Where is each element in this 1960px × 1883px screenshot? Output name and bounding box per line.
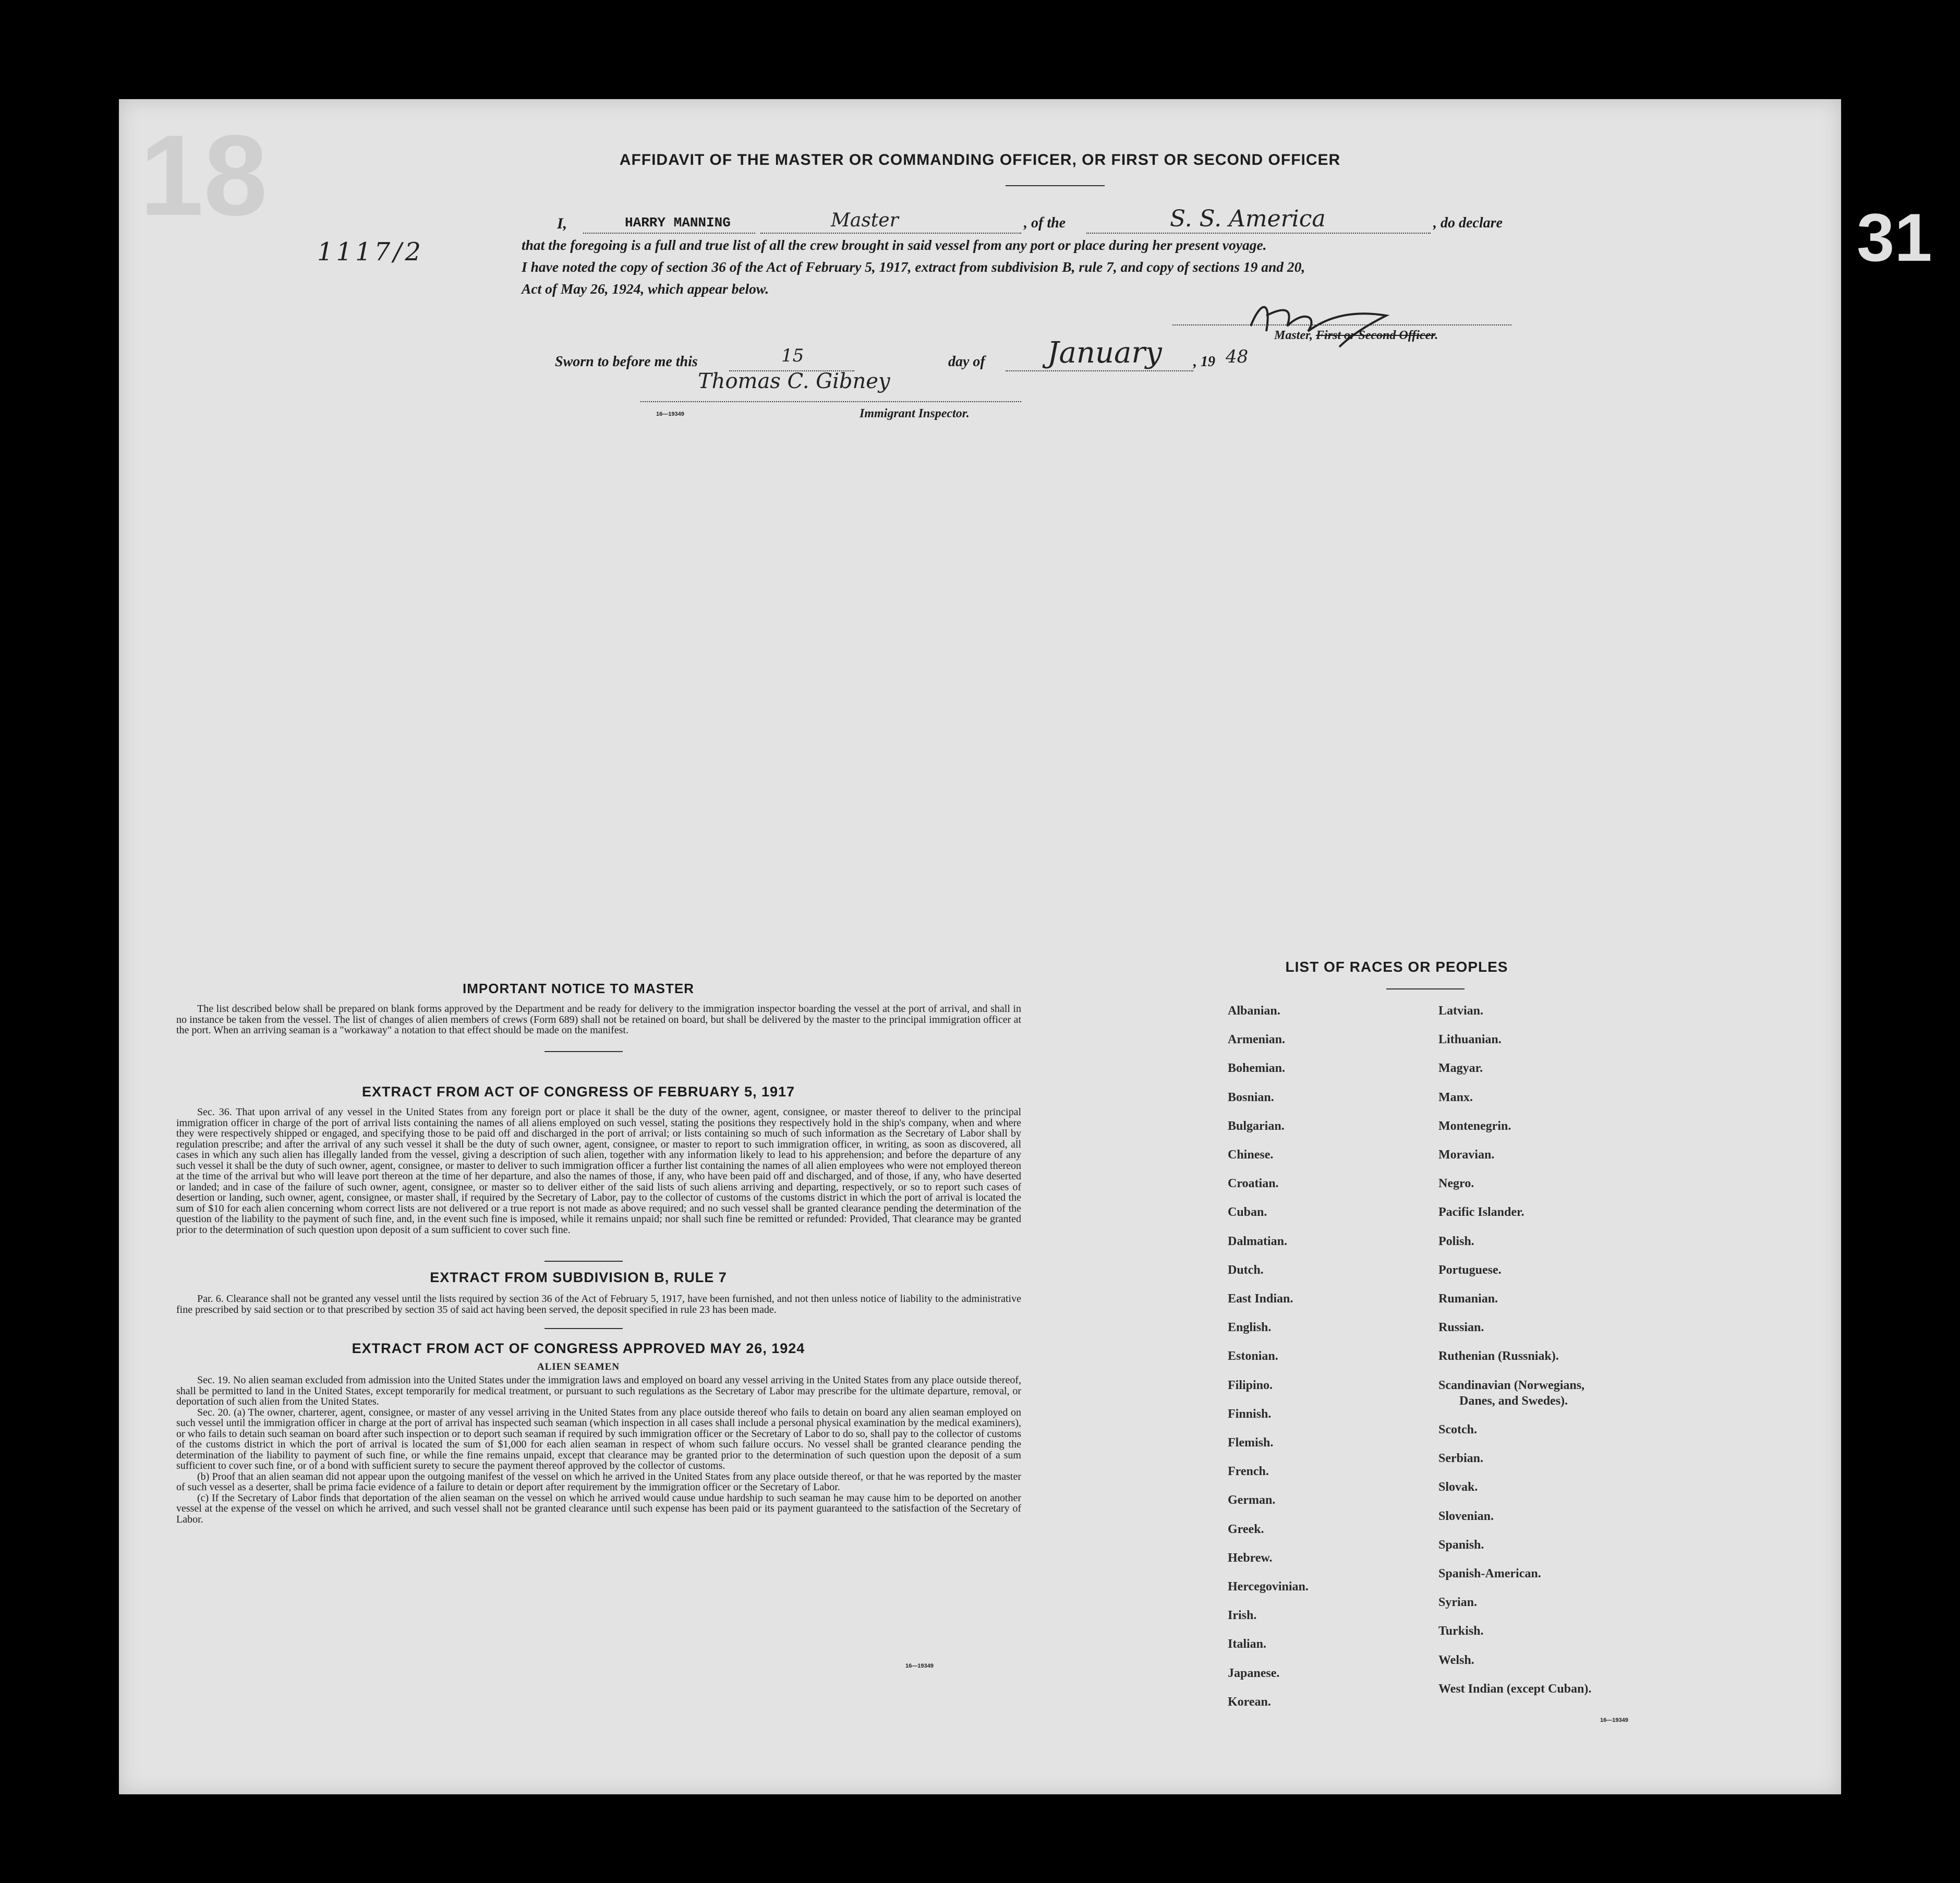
inspector-caption: Immigrant Inspector. [860,407,970,420]
bleed-mark-right: 31 [1857,199,1932,275]
year-prefix: , 19 [1193,354,1215,370]
extract-1924-subtitle: ALIEN SEAMEN [537,1361,620,1372]
month-handwritten: January [1047,336,1162,370]
affidavit-line-3: I have noted the copy of section 36 of the Act of February 5, 1917, extract from subdivision B, rule 7, and copy of sections 19 and 20, [522,259,1305,275]
master-signature [1230,289,1449,352]
day-of-label: day of [948,354,985,370]
race-item: Welsh. [1438,1653,1474,1667]
caption-period: . [1435,329,1438,342]
race-item: Syrian. [1438,1596,1478,1610]
master-signature-line [1172,323,1511,325]
race-item: Russian. [1438,1321,1484,1335]
race-item: Latvian. [1438,1004,1484,1018]
race-item: Serbian. [1438,1452,1484,1466]
race-item: West Indian (except Cuban). [1438,1682,1592,1696]
sec-20c: (c) If the Secretary of Labor finds that deportation of the alien seaman on the vessel on which he arrived would cause undue hardship to such seaman he may cause him to be deported on another vessel at the expense of the vessel on which he arrived, and such vessel shall not be granted clearance until such expense has been paid or its payment guaranteed to the satisfaction of the Secretary of Labor. [176,1492,1021,1525]
sec-20a: Sec. 20. (a) The owner, charterer, agent, consignee, or master of any vessel arriving in the United States from any place outside thereof who fails to detain on board any alien seaman employed on such vessel until the immigration officer in charge at the port of arrival has inspected such seaman (which inspection in all cases shall include a personal physical examination by the medical examiners), or who fails to detain such seaman on board after such inspection or to deport such seaman if required by such immigration officer or the Secretary of Labor to do so, shall pay to the collector of customs of the customs district in which the port of arrival is located the sum of $1,000 for each alien seaman in respect of whom such failure occurs. No vessel shall be granted clearance pending the determination of the liability to payment of such fine, or while the fine remains unpaid, except that clearance may be granted prior to the determination of such question upon the deposit of a sum sufficient to cover such fine, or of a bond with sufficient surety to secure the payment thereof approved by the collector of customs. [176,1406,1021,1471]
races-rule [1386,988,1465,989]
margin-note: 1117/2 [317,237,424,267]
race-item: Bosnian. [1228,1090,1274,1104]
race-item: Slovenian. [1438,1509,1494,1523]
extract-1917-body: Sec. 36. That upon arrival of any vessel in the United States from any foreign port or place it shall be the duty of the owner, agent, consignee, or master thereof to deliver to the principal immigration officer in charge of the port of arrival lists containing the names of all aliens employed on such vessel, stating the positions they respectively hold in the ship's company, when and where they were respectively shipped or engaged, and specifying those to be paid off and discharged in the port of arrival; or lists containing so much of such information as the Secretary of Labor shall by regulation prescribe; and after the arrival of any such vessel it shall be the duty of such owner, agent, consignee, or master to report to such immigration officer, in writing, as soon as discovered, all cases in which any such alien has illegally landed from the vessel, giving a description of such alien, together with any information likely to lead to his apprehension; and before the departure of any such vessel it shall be the duty of such owner, agent, consignee, or master to deliver to such immigration officer a further list containing the names of all alien employees who were not employed thereon at the time of the arrival but who will leave port thereon at the time of her departure, and also the names of those, if any, who have been paid off and discharged, and of those, if any, who have deserted or landed; and in case of the failure of such owner, agent, consignee, or master so to deliver either of the said lists of such aliens arriving and departing, respectively, or so to report such cases of desertion or landing, such owner, agent, consignee, or master shall, if required by the Secretary of Labor, pay to the collector of customs of the customs district in which the port of arrival is located the sum of $10 for each alien concerning whom correct lists are not delivered or a true report is not made as above required; and no such vessel shall be granted clearance pending the determination of the question of the liability to the payment of such fine, and, in the event such fine is imposed, while it remains unpaid; nor shall such fine be remitted or refunded: Provided, That clearance may be granted prior to the determination of such question upon deposit of a sum sufficient to cover such fine. [176,1106,1021,1236]
affidavit-line-4: Act of May 26, 1924, which appear below. [522,281,769,297]
rule-1 [545,1051,623,1052]
race-item: German. [1228,1493,1276,1507]
race-item: Filipino. [1228,1378,1273,1392]
race-item: Bulgarian. [1228,1119,1285,1133]
race-item: Moravian. [1438,1148,1495,1162]
year-handwritten: 48 [1226,346,1249,367]
of-the-label: , of the [1024,215,1066,231]
form-number-affidavit: 16—19349 [656,411,684,417]
title-handwritten: Master [831,210,899,231]
vessel-handwritten: S. S. America [1170,206,1326,232]
race-item: Negro. [1438,1177,1474,1191]
race-item: Spanish. [1438,1538,1484,1552]
inspector-signature: Thomas C. Gibney [698,369,890,393]
rule7-title: EXTRACT FROM SUBDIVISION B, RULE 7 [430,1270,727,1285]
sec-20b: (b) Proof that an alien seaman did not appear upon the outgoing manifest of the vessel on which he arrived in the United States from any place outside thereof, or that he was reported by the master of such vessel as a deserter, shall be prima facie evidence of a failure to detain or deport after requirement by the immigration officer or the Secretary of Labor. [176,1470,1021,1493]
affidavit-i-label: I, [557,215,567,232]
extract-1917-title: EXTRACT FROM ACT OF CONGRESS OF FEBRUARY 5, 1917 [361,1084,795,1100]
race-item: Korean. [1228,1695,1271,1709]
notice-title: IMPORTANT NOTICE TO MASTER [463,981,694,996]
race-item: Turkish. [1438,1624,1484,1638]
sworn-label: Sworn to before me this [555,354,698,370]
race-item: Portuguese. [1438,1263,1502,1277]
notice-body: The list described below shall be prepared on blank forms approved by the Department and be ready for delivery to the immigration inspector boarding the vessel at the port of arrival, and shall in no instance be taken from the vessel. The list of changes of alien members of crews (Form 689) shall not be retained on board, but shall be delivered by the master to the principal immigration officer at the port. When an arriving seaman is a "workaway" a notation to that effect should be made on the manifest. [176,1003,1021,1036]
race-item: Bohemian. [1228,1061,1286,1076]
race-item: English. [1228,1321,1272,1335]
affidavit-title: AFFIDAVIT OF THE MASTER OR COMMANDING OFFICER, OR FIRST OR SECOND OFFICER [619,151,1341,168]
race-item: Albanian. [1228,1004,1280,1018]
extract-1924-title: EXTRACT FROM ACT OF CONGRESS APPROVED MAY 26, 1924 [352,1341,805,1356]
master-caption-text: Master, [1274,329,1313,342]
race-item: Armenian. [1228,1033,1285,1047]
race-item: Pacific Islander. [1438,1205,1525,1220]
race-item: Danes, and Swedes). [1459,1394,1568,1408]
race-item: Magyar. [1438,1061,1483,1076]
form-number-left: 16—19349 [905,1663,934,1669]
race-item: Irish. [1228,1609,1257,1623]
race-item: Spanish-American. [1438,1567,1541,1580]
title-field [760,210,1021,234]
race-item: Croatian. [1228,1177,1279,1191]
day-handwritten: 15 [781,345,804,366]
race-item: Ruthenian (Russniak). [1438,1349,1559,1363]
race-item: Estonian. [1228,1349,1278,1363]
do-declare-label: , do declare [1433,215,1503,231]
document-page [119,99,1841,1794]
month-field [1006,336,1193,371]
race-item: Italian. [1228,1637,1267,1651]
race-item: Chinese. [1228,1148,1274,1162]
extract-1924-body [176,1375,1021,1525]
race-item: Greek. [1228,1522,1264,1536]
name-field [583,213,755,234]
race-item: Flemish. [1228,1436,1274,1450]
race-item: Japanese. [1228,1666,1280,1680]
inspector-signature-line [640,400,1021,402]
master-name: HARRY MANNING [625,215,731,231]
sec-19: Sec. 19. No alien seaman excluded from admission into the United States under the immigration laws and employed on board any vessel arriving in the United States from any place outside thereof, shall be permitted to land in the United States, except temporarily for medical treatment, or pursuant to such regulations as the Secretary of Labor may prescribe for the ultimate departure, removal, or deportation of such alien from the United States. [176,1374,1021,1407]
race-item: East Indian. [1228,1292,1293,1306]
race-item: Dalmatian. [1228,1234,1287,1248]
form-number-races: 16—19349 [1600,1717,1628,1723]
rule7-body: Par. 6. Clearance shall not be granted any vessel until the lists required by section 36 of the Act of February 5, 1917, have been furnished, and not then unless notice of liability to the administrative fine prescribed by said section or to that prescribed by section 35 of said act having been served, the deposit specified in rule 23 has been made. [176,1293,1021,1315]
race-item: Finnish. [1228,1407,1272,1421]
day-field [729,345,854,371]
race-item: Dutch. [1228,1263,1264,1277]
races-title: LIST OF RACES OR PEOPLES [1285,959,1508,975]
race-item: Lithuanian. [1438,1033,1502,1047]
race-item: Rumanian. [1438,1292,1498,1306]
affidavit-line-2: that the foregoing is a full and true list of all the crew brought in said vessel from any port or place during her present voyage. [522,237,1267,253]
master-caption [1274,329,1438,343]
rule-2 [545,1261,623,1262]
race-item: Cuban. [1228,1205,1267,1220]
rule-3 [545,1328,623,1329]
race-item: Montenegrin. [1438,1119,1511,1133]
struck-caption: First or Second Officer [1316,329,1435,342]
race-item: French. [1228,1465,1269,1479]
bleed-mark-left: 18 [140,111,268,239]
race-item: Hebrew. [1228,1551,1273,1565]
vessel-field [1086,206,1431,234]
title-rule [1006,185,1105,186]
race-item: Scotch. [1438,1423,1477,1437]
race-item: Manx. [1438,1090,1473,1104]
race-item: Hercegovinian. [1228,1580,1309,1594]
race-item: Scandinavian (Norwegians, [1438,1378,1585,1392]
race-item: Slovak. [1438,1480,1478,1494]
race-item: Polish. [1438,1234,1474,1248]
